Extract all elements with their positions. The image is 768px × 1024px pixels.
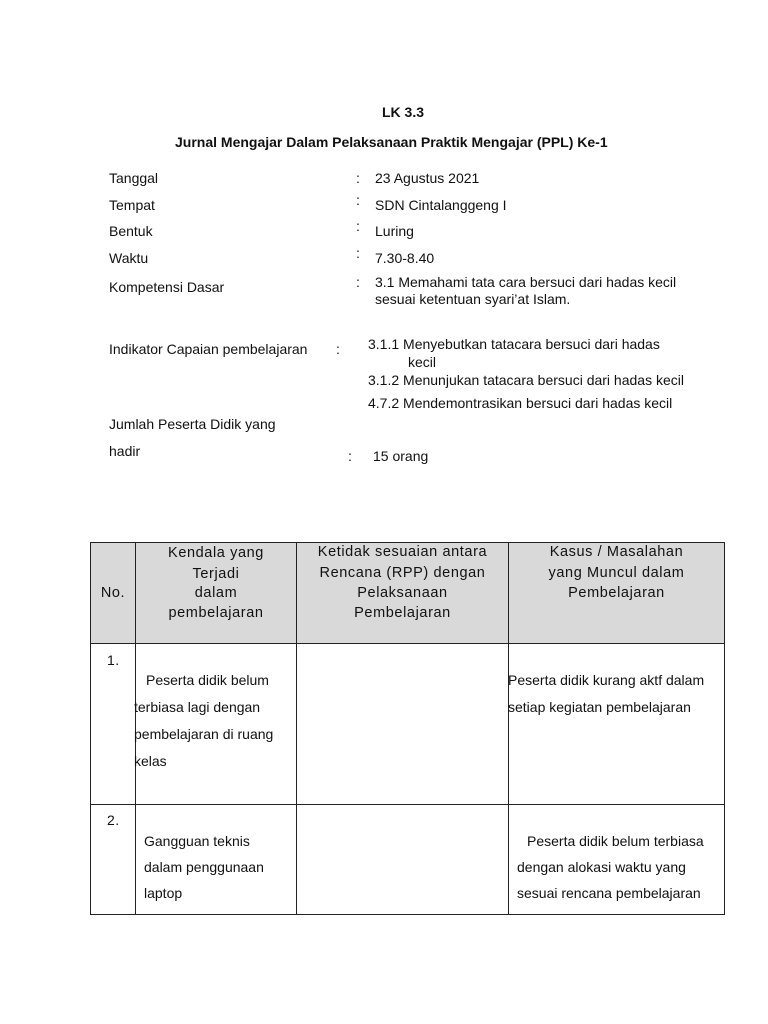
header-kasus-cell [509, 543, 725, 644]
tempat-label: Tempat [109, 197, 155, 213]
table-header-row [91, 543, 725, 644]
jumlah-label-line-1: Jumlah Peserta Didik yang [109, 416, 276, 432]
row-ketidak-cell [297, 805, 509, 915]
header-ketidak-line: Ketidak sesuaian antara [317, 544, 488, 560]
jumlah-value: 15 orang [373, 448, 429, 464]
row-kasus-line: Peserta didik kurang aktf dalam [508, 672, 705, 688]
header-no-cell [91, 543, 136, 644]
row-kendala-line: laptop [144, 885, 183, 901]
kd-line-2: sesuai ketentuan syari’at Islam. [375, 291, 571, 307]
table-row [91, 644, 725, 805]
indikator-item-1b: kecil [408, 354, 437, 370]
row-no: 2. [107, 812, 120, 828]
row-kendala-line: pembelajaran di ruang [134, 726, 274, 742]
row-no: 1. [107, 652, 120, 668]
header-ketidak-line: Pembelajaran [354, 605, 451, 621]
waktu-colon: : [356, 245, 360, 261]
header-kendala-cell [136, 543, 297, 644]
kd-line-1: 3.1 Memahami tata cara bersuci dari hadas kecil [375, 274, 677, 290]
row-kasus-line: sesuai rencana pembelajaran [517, 885, 701, 901]
jumlah-colon: : [348, 448, 352, 464]
row-ketidak-text [297, 805, 508, 914]
row-kasus-line: dengan alokasi waktu yang [517, 859, 686, 875]
tanggal-colon: : [356, 170, 360, 186]
header-no: No. [100, 585, 126, 601]
row-kasus-line: Peserta didik belum terbiasa [527, 833, 704, 849]
row-kendala-line: terbiasa lagi dengan [134, 699, 261, 715]
waktu-label: Waktu [109, 250, 149, 266]
header-ketidak-line: Rencana (RPP) dengan [319, 565, 486, 581]
header-ketidak-cell [297, 543, 509, 644]
header-kendala-line: Terjadi [192, 566, 240, 582]
row-ketidak-cell [297, 644, 509, 805]
document-code: LK 3.3 [382, 104, 425, 120]
row-no-cell [91, 644, 136, 805]
journal-table [90, 542, 725, 915]
row-ketidak-text [297, 644, 508, 804]
jumlah-label-line-2: hadir [109, 443, 141, 459]
indikator-item-1a: 3.1.1 Menyebutkan tatacara bersuci dari hadas [368, 336, 660, 352]
header-kasus-line: yang Muncul dalam [548, 565, 685, 581]
tempat-colon: : [356, 192, 360, 208]
bentuk-value: Luring [375, 223, 414, 239]
row-kasus-line: setiap kegiatan pembelajaran [508, 699, 691, 715]
kd-colon: : [356, 274, 360, 290]
indikator-label: Indikator Capaian pembelajaran [109, 341, 308, 357]
row-kendala-cell [136, 805, 297, 915]
waktu-value: 7.30-8.40 [375, 250, 435, 266]
kd-label: Kompetensi Dasar [109, 279, 225, 295]
tanggal-value: 23 Agustus 2021 [375, 170, 480, 186]
row-kendala-line: Gangguan teknis [144, 833, 250, 849]
tempat-value: SDN Cintalanggeng I [375, 197, 507, 213]
row-no-cell [91, 805, 136, 915]
indikator-item-2: 3.1.2 Menunjukan tatacara bersuci dari hadas kecil [368, 372, 684, 388]
row-kasus-cell [509, 644, 725, 805]
header-kasus-line: Kasus / Masalahan [549, 544, 684, 560]
header-kendala-line: pembelajaran [168, 605, 264, 621]
header-kasus-line: Pembelajaran [568, 585, 665, 601]
row-kasus-cell [509, 805, 725, 915]
document-title: Jurnal Mengajar Dalam Pelaksanaan Praktik Mengajar (PPL) Ke-1 [175, 134, 608, 150]
bentuk-colon: : [356, 218, 360, 234]
header-kendala-line: Kendala yang [168, 545, 264, 561]
row-kendala-cell [136, 644, 297, 805]
row-kendala-line: Peserta didik belum [146, 672, 269, 688]
row-kendala-line: kelas [134, 753, 167, 769]
header-ketidak-line: Pelaksanaan [357, 585, 448, 601]
bentuk-label: Bentuk [109, 223, 153, 239]
tanggal-label: Tanggal [109, 170, 159, 186]
indikator-colon: : [336, 341, 340, 357]
header-kendala-line: dalam [194, 585, 238, 601]
table-row [91, 805, 725, 915]
indikator-item-3: 4.7.2 Mendemontrasikan bersuci dari hadas kecil [368, 395, 673, 411]
row-kendala-line: dalam penggunaan [144, 859, 264, 875]
